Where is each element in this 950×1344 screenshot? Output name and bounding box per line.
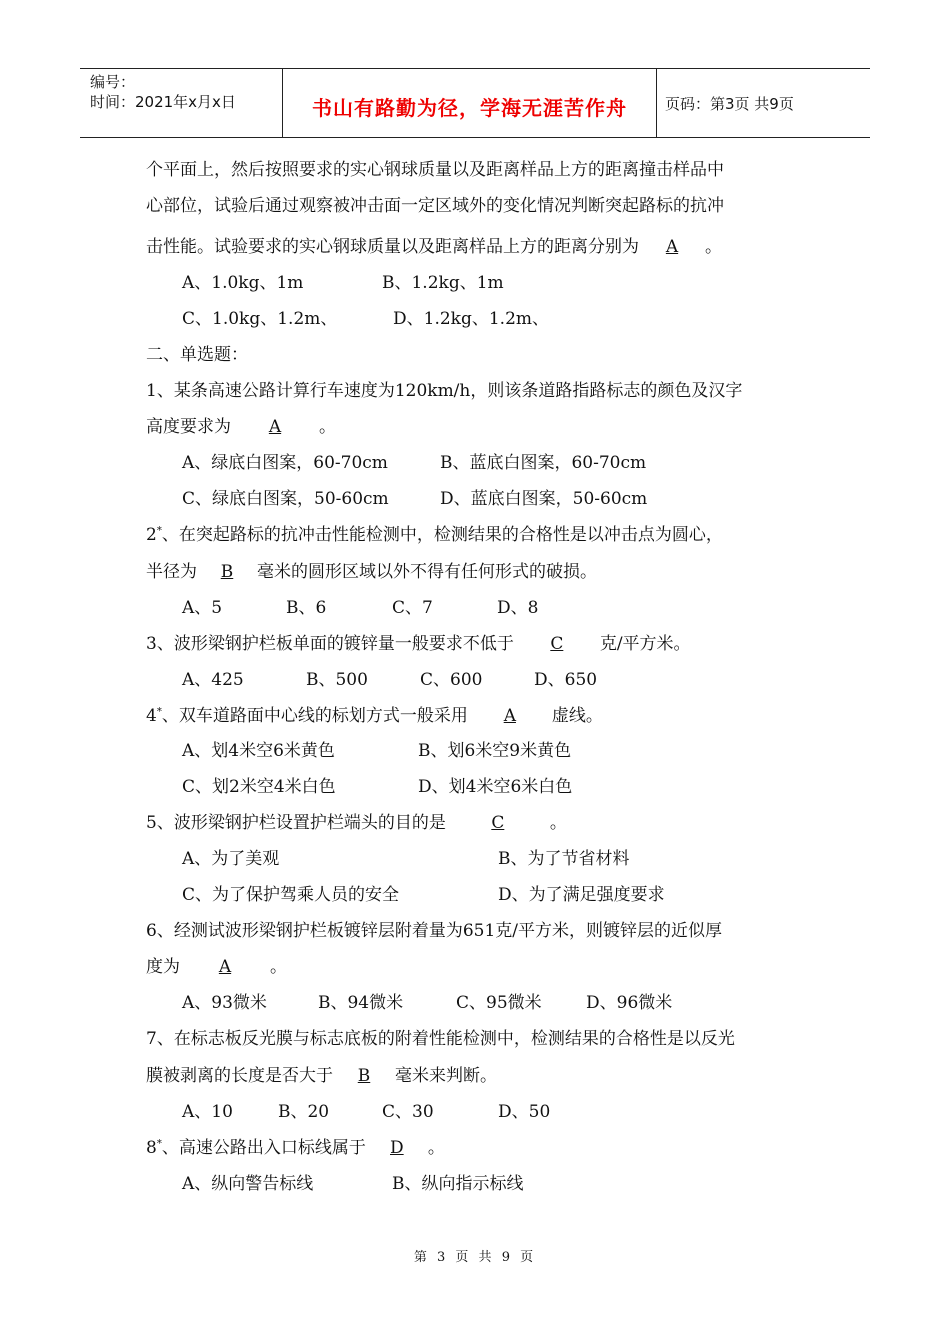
- line-text: 膜被剥离的长度是否大于: [146, 1066, 333, 1086]
- required-mark: *: [156, 706, 162, 718]
- answer-blank: D: [390, 1138, 404, 1158]
- option: D、50: [498, 1102, 551, 1122]
- question-line: [146, 415, 336, 439]
- answer-blank: A: [665, 237, 679, 257]
- answer-blank: A: [503, 706, 516, 726]
- question-line: [146, 955, 287, 979]
- line-text: 个平面上，然后按照要求的实心钢球质量以及距离样品上方的距离撞击样品中: [146, 160, 724, 180]
- question-line: [146, 560, 597, 584]
- paragraph-line: [146, 194, 724, 218]
- option: A、93微米: [182, 993, 267, 1013]
- line-text: 击性能。试验要求的实心钢球质量以及距离样品上方的距离分别为: [146, 237, 639, 257]
- option: B、蓝底白图案，60-70cm: [440, 453, 647, 473]
- option: C、600: [420, 670, 483, 690]
- option: C、为了保护驾乘人员的安全: [182, 885, 400, 905]
- line-text: 。: [427, 1138, 445, 1158]
- option: D、1.2kg、1.2m、: [393, 309, 550, 329]
- option: D、8: [497, 598, 539, 618]
- option: B、6: [286, 598, 327, 618]
- question-line: [146, 379, 742, 403]
- line-text: 。: [319, 417, 336, 437]
- option: C、绿底白图案，50-60cm: [182, 489, 389, 509]
- line-text: 、在突起路标的抗冲击性能检测中，检测结果的合格性是以冲击点为圆心，: [161, 525, 723, 545]
- time-label: 时间：2021年x月x日: [90, 93, 236, 111]
- line-text: 毫米来判断。: [395, 1066, 497, 1086]
- question-line: [146, 919, 722, 943]
- answer-blank: A: [218, 957, 232, 977]
- option: B、1.2kg、1m: [382, 273, 504, 293]
- line-text: 5、波形梁钢护栏设置护栏端头的目的是: [146, 813, 446, 833]
- line-text: 6、经测试波形梁钢护栏板镀锌层附着量为651克/平方米，则镀锌层的近似厚: [146, 921, 722, 941]
- line-text: 。: [705, 237, 722, 257]
- answer-blank: B: [220, 562, 234, 582]
- page-header: [80, 68, 870, 138]
- line-text: 3、波形梁钢护栏板单面的镀锌量一般要求不低于: [146, 634, 514, 654]
- option: D、为了满足强度要求: [498, 885, 665, 905]
- line-text: 1、某条高速公路计算行车速度为120km/h，则该条道路指路标志的颜色及汉字: [146, 381, 743, 401]
- option: A、绿底白图案，60-70cm: [182, 453, 388, 473]
- paragraph-line: [146, 158, 724, 182]
- option: B、20: [278, 1102, 330, 1122]
- line-text: 4: [146, 706, 157, 726]
- answer-blank: A: [268, 417, 282, 437]
- required-mark: *: [156, 525, 162, 537]
- question-line: [146, 704, 603, 728]
- option: C、7: [392, 598, 433, 618]
- option: D、蓝底白图案，50-60cm: [440, 489, 648, 509]
- line-text: 克/平方米。: [599, 634, 691, 654]
- question-line: [146, 1136, 445, 1160]
- header-motto-cell: [283, 69, 657, 137]
- line-text: 二、单选题：: [146, 345, 248, 365]
- required-mark: *: [156, 1138, 162, 1150]
- question-line: [146, 811, 567, 835]
- option: C、划2米空4米白色: [182, 777, 336, 797]
- line-text: 。: [549, 813, 567, 833]
- line-text: 虚线。: [551, 706, 603, 726]
- option: A、10: [182, 1102, 233, 1122]
- option: B、500: [306, 670, 368, 690]
- option: D、划4米空6米白色: [418, 777, 573, 797]
- option: A、5: [182, 598, 223, 618]
- option: B、94微米: [318, 993, 404, 1013]
- answer-blank: C: [491, 813, 505, 833]
- question-line: [146, 523, 723, 547]
- header-meta-cell: [80, 69, 283, 137]
- option: D、96微米: [586, 993, 673, 1013]
- line-text: 7、在标志板反光膜与标志底板的附着性能检测中，检测结果的合格性是以反光: [146, 1029, 735, 1049]
- question-line: [146, 1027, 735, 1051]
- line-text: 半径为: [146, 562, 197, 582]
- option: A、纵向警告标线: [182, 1174, 314, 1194]
- option: B、纵向指示标线: [392, 1174, 524, 1194]
- option: D、650: [534, 670, 598, 690]
- option: A、为了美观: [182, 849, 280, 869]
- option: A、425: [182, 670, 244, 690]
- line-text: 、高速公路出入口标线属于: [161, 1138, 366, 1158]
- option: C、95微米: [456, 993, 542, 1013]
- line-text: 8: [146, 1138, 157, 1158]
- page-number-label: 页码：第3页 共9页: [665, 95, 794, 113]
- motto: 书山有路勤为径，学海无涯苦作舟: [312, 96, 627, 120]
- line-text: 、双车道路面中心线的标划方式一般采用: [161, 706, 468, 726]
- answer-blank: C: [550, 634, 564, 654]
- question-line: [146, 632, 691, 656]
- paragraph-line: [146, 235, 722, 259]
- line-text: 度为: [146, 957, 180, 977]
- answer-blank: B: [357, 1066, 371, 1086]
- number-label: 编号：: [90, 73, 136, 91]
- line-text: 毫米的圆形区域以外不得有任何形式的破损。: [257, 562, 597, 582]
- line-text: 高度要求为: [146, 417, 231, 437]
- line-text: 。: [270, 957, 287, 977]
- option: C、30: [382, 1102, 434, 1122]
- option: A、1.0kg、1m: [182, 273, 304, 293]
- option: B、为了节省材料: [498, 849, 630, 869]
- line-text: 心部位，试验后通过观察被冲击面一定区域外的变化情况判断突起路标的抗冲: [146, 196, 724, 216]
- section-heading: [146, 343, 248, 367]
- option: B、划6米空9米黄色: [418, 741, 572, 761]
- line-text: 2: [146, 525, 157, 545]
- question-line: [146, 1064, 497, 1088]
- option: C、1.0kg、1.2m、: [182, 309, 338, 329]
- header-page-cell: [657, 69, 870, 137]
- page-footer: 第 3 页 共 9 页: [413, 1250, 537, 1265]
- option: A、划4米空6米黄色: [182, 741, 335, 761]
